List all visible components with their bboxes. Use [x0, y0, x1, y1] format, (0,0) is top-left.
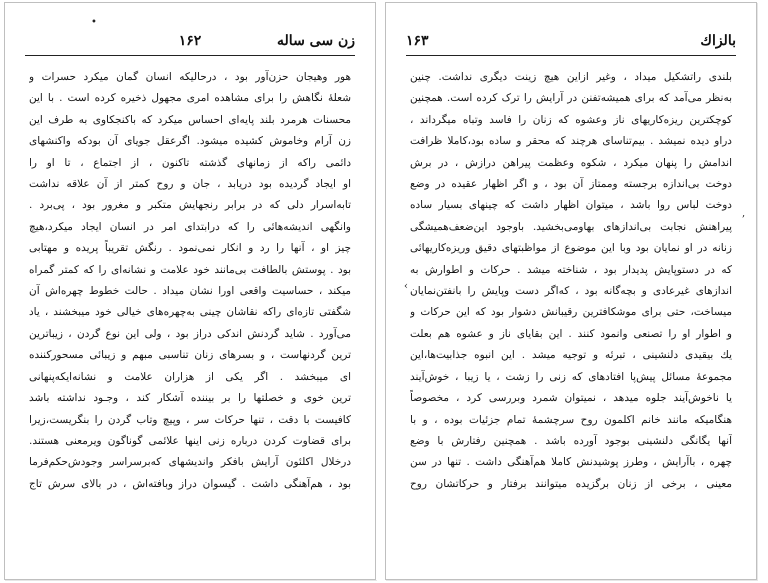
text-line: میساخت، حتی برای موشکافترین رقیبانش دشوار بود که این حرکات و: [410, 306, 732, 319]
right-page-body: [410, 67, 732, 495]
left-header-rule: [25, 55, 355, 56]
text-line: وانگهی اندیشه‌هائی را که درابتدای امر در انسان ایجاد میکرد،هیچ: [29, 220, 351, 233]
page-gutter: [376, 2, 385, 580]
text-line: برای قضاوت کردن درباره زنی اینها علائمی گوناگون ویرمعنی هستند.: [29, 434, 351, 447]
text-line: زن آرام وخاموش کشیده میشود. اگرعقل جویای آن بودکه واکنشهای: [29, 135, 351, 148]
text-line: کافیست با دقت ، تنها حرکات سر ، وپیچ وتاب گردن را بنگریست،زیرا: [29, 413, 351, 426]
text-line: چهره ، باآرایش ، وطرز پوشیدنش کاملا هم‌آهنگی داشت . تنها در سن: [410, 456, 732, 469]
text-line: بود ، هم‌آهنگی داشت . گیسوان دراز وبافته‌اش ، در بالای سرش تاج: [29, 477, 351, 490]
text-line: اندامش را پنهان میکرد ، شکوه وعظمت پیراهن درازش ، در برش: [410, 156, 732, 169]
left-page: [4, 2, 376, 580]
text-line: هنگامیکه مانند خانم اکلمون روح سرچشمهٔ تمام جزئیات بوده ، و با: [410, 413, 732, 426]
text-line: دوخت لباس روا باشد ، میتوان اظهار داشت که چینهای بسیار ساده: [410, 199, 732, 212]
text-line: معینی ، برخی از زنان برگزیده میتوانند برفتار و حرکاتشان روح: [410, 477, 732, 490]
text-line: بود . پوستش بالطافت بی‌مانند خود علامت و نشانه‌ای را که کمتر گمراه: [29, 263, 351, 276]
margin-mark: ,: [742, 208, 746, 219]
text-line: ای میبخشد . اگر یکی از هزاران علامت و نشانه‌ایکه‌پنهانی‌: [29, 370, 351, 383]
text-line: پیراهنش نجابت بی‌اندازهای بهاومی‌بخشید. باوجود این‌ضعف‌همیشگی: [410, 220, 732, 233]
right-page-header: [406, 33, 736, 53]
text-line: آنها یگانگی دلنشینی بوجود آورده باشد . همچنین رفتارش با وضع: [410, 434, 732, 447]
text-line: درخلال اکلئون آرایش بافکر واندیشهای که‌برسراسر وجودش‌حکم‌فرما: [29, 456, 351, 469]
text-line: ترین خوی و خصلتها را بر بیننده آشکار کند ، وجـود نداشته باشد: [29, 392, 351, 405]
left-page-number: ۱۶۲: [178, 33, 202, 49]
text-line: چیز او ، آنها را رد و انکار نمی‌نمود . رنگش تقریباً پریده و مهتابی: [29, 242, 351, 255]
right-running-title: بالزاك: [700, 33, 736, 49]
text-line: بلندی راتشکیل میداد ، وغیر ازاین هیچ زینت دیگری نداشت. چنین: [410, 71, 732, 83]
left-running-title: زن سی ساله: [277, 33, 355, 49]
text-line: محسنات هرمرد بلند پایه‌ای احساس میکرد که باکنجکاوی به طرف این: [29, 113, 351, 126]
margin-mark: ‹: [404, 281, 408, 292]
text-line: یك بیقیدی دلنشینی ، تبرئه و توجیه میشد . این انبوه جذابیت‌ها،این: [410, 349, 732, 362]
text-line: می‌آورد . شاید گردنش اندکی دراز بود ، ولی این نوع گردن ، زیباترین: [29, 327, 351, 340]
text-line: زنانه در او نمایان بود وبا این موضوع از مواظبتهای دقیق وریزه‌کاریهائی: [410, 242, 732, 255]
left-page-header: [25, 33, 355, 53]
text-line: ترین گردنهاست ، و بسرهای زنان تناسبی مبهم و زیبائی مسحورکننده: [29, 349, 351, 362]
text-line: دراو دیده نمیشد . بیم‌تناسای هرچند که محقر و ساده بود،کاملا ظرافت: [410, 135, 732, 148]
text-line: که در دستوپایش پدیدار بود ، شناخته میشد . حرکات و اطوارش به: [410, 263, 732, 276]
left-page-body: [29, 67, 351, 495]
right-page: [385, 2, 757, 580]
text-line: دائمی راکه از زمانهای گذشته تاکنون ، از اجتماع ، تا او را: [29, 156, 351, 169]
text-line: تابه‌اسرار دلی که در برابر رنجهایش متکبر و مغرور بود ، پی‌برد .: [29, 199, 351, 212]
text-line: شعلهٔ نگاهش را برای مشاهده امری مجهول ذخیره کرده است . با این: [29, 92, 351, 105]
ink-speck: •: [91, 17, 97, 28]
text-line: او ایجاد گردیده بود دریابد ، جان و روح کمتر از آن علاقه نداشت: [29, 178, 351, 191]
text-line: اندازهای غیرعادی و بچه‌گانه بود ، که‌اگر دست وپایش را بانفتن‌نمایان: [410, 285, 732, 298]
right-page-number: ۱۶۳: [406, 33, 429, 49]
text-line: به‌نظر می‌آمد که برای همیشه‌تفنن در آرایش را ترک کرده است. همچنین: [410, 92, 732, 105]
text-line: و اطوار او را تصنعی وانمود کنند . این بقایای ناز و عشوه هم بعلت: [410, 327, 732, 340]
text-line: دوخت بی‌اندازه برجسته وممتاز آن بود ، و اگر اظهار عقیده در وضع: [410, 178, 732, 191]
right-header-rule: [406, 55, 736, 56]
text-line: کوچکترین ریزه‌کاریهای ناز وعشوه که زنان را فاسد وتباه میگرداند ،: [410, 113, 732, 126]
text-line: مجموعهٔ مسائل پیش‌پا افتادهای که زنی را زشت ، یا زیبا ، خوش‌آیند: [410, 370, 732, 383]
text-line: میکند ، حساسیت واقعی اورا نشان میداد . حالت خطوط چهره‌اش آن: [29, 285, 351, 298]
text-line: هور وهیجان حزن‌آور بود ، درحالیکه انسان گمان میکرد حسرات و: [29, 71, 351, 83]
text-line: شگفتی تازه‌ای راکه نقاشان چینی به‌چهره‌های خیالی خود میبخشند ، یاد: [29, 306, 351, 319]
text-line: یا ناخوش‌آیند جلوه میدهد ، نمیتوان شمرد وبررسی کرد ، مخصوصاً: [410, 392, 732, 405]
